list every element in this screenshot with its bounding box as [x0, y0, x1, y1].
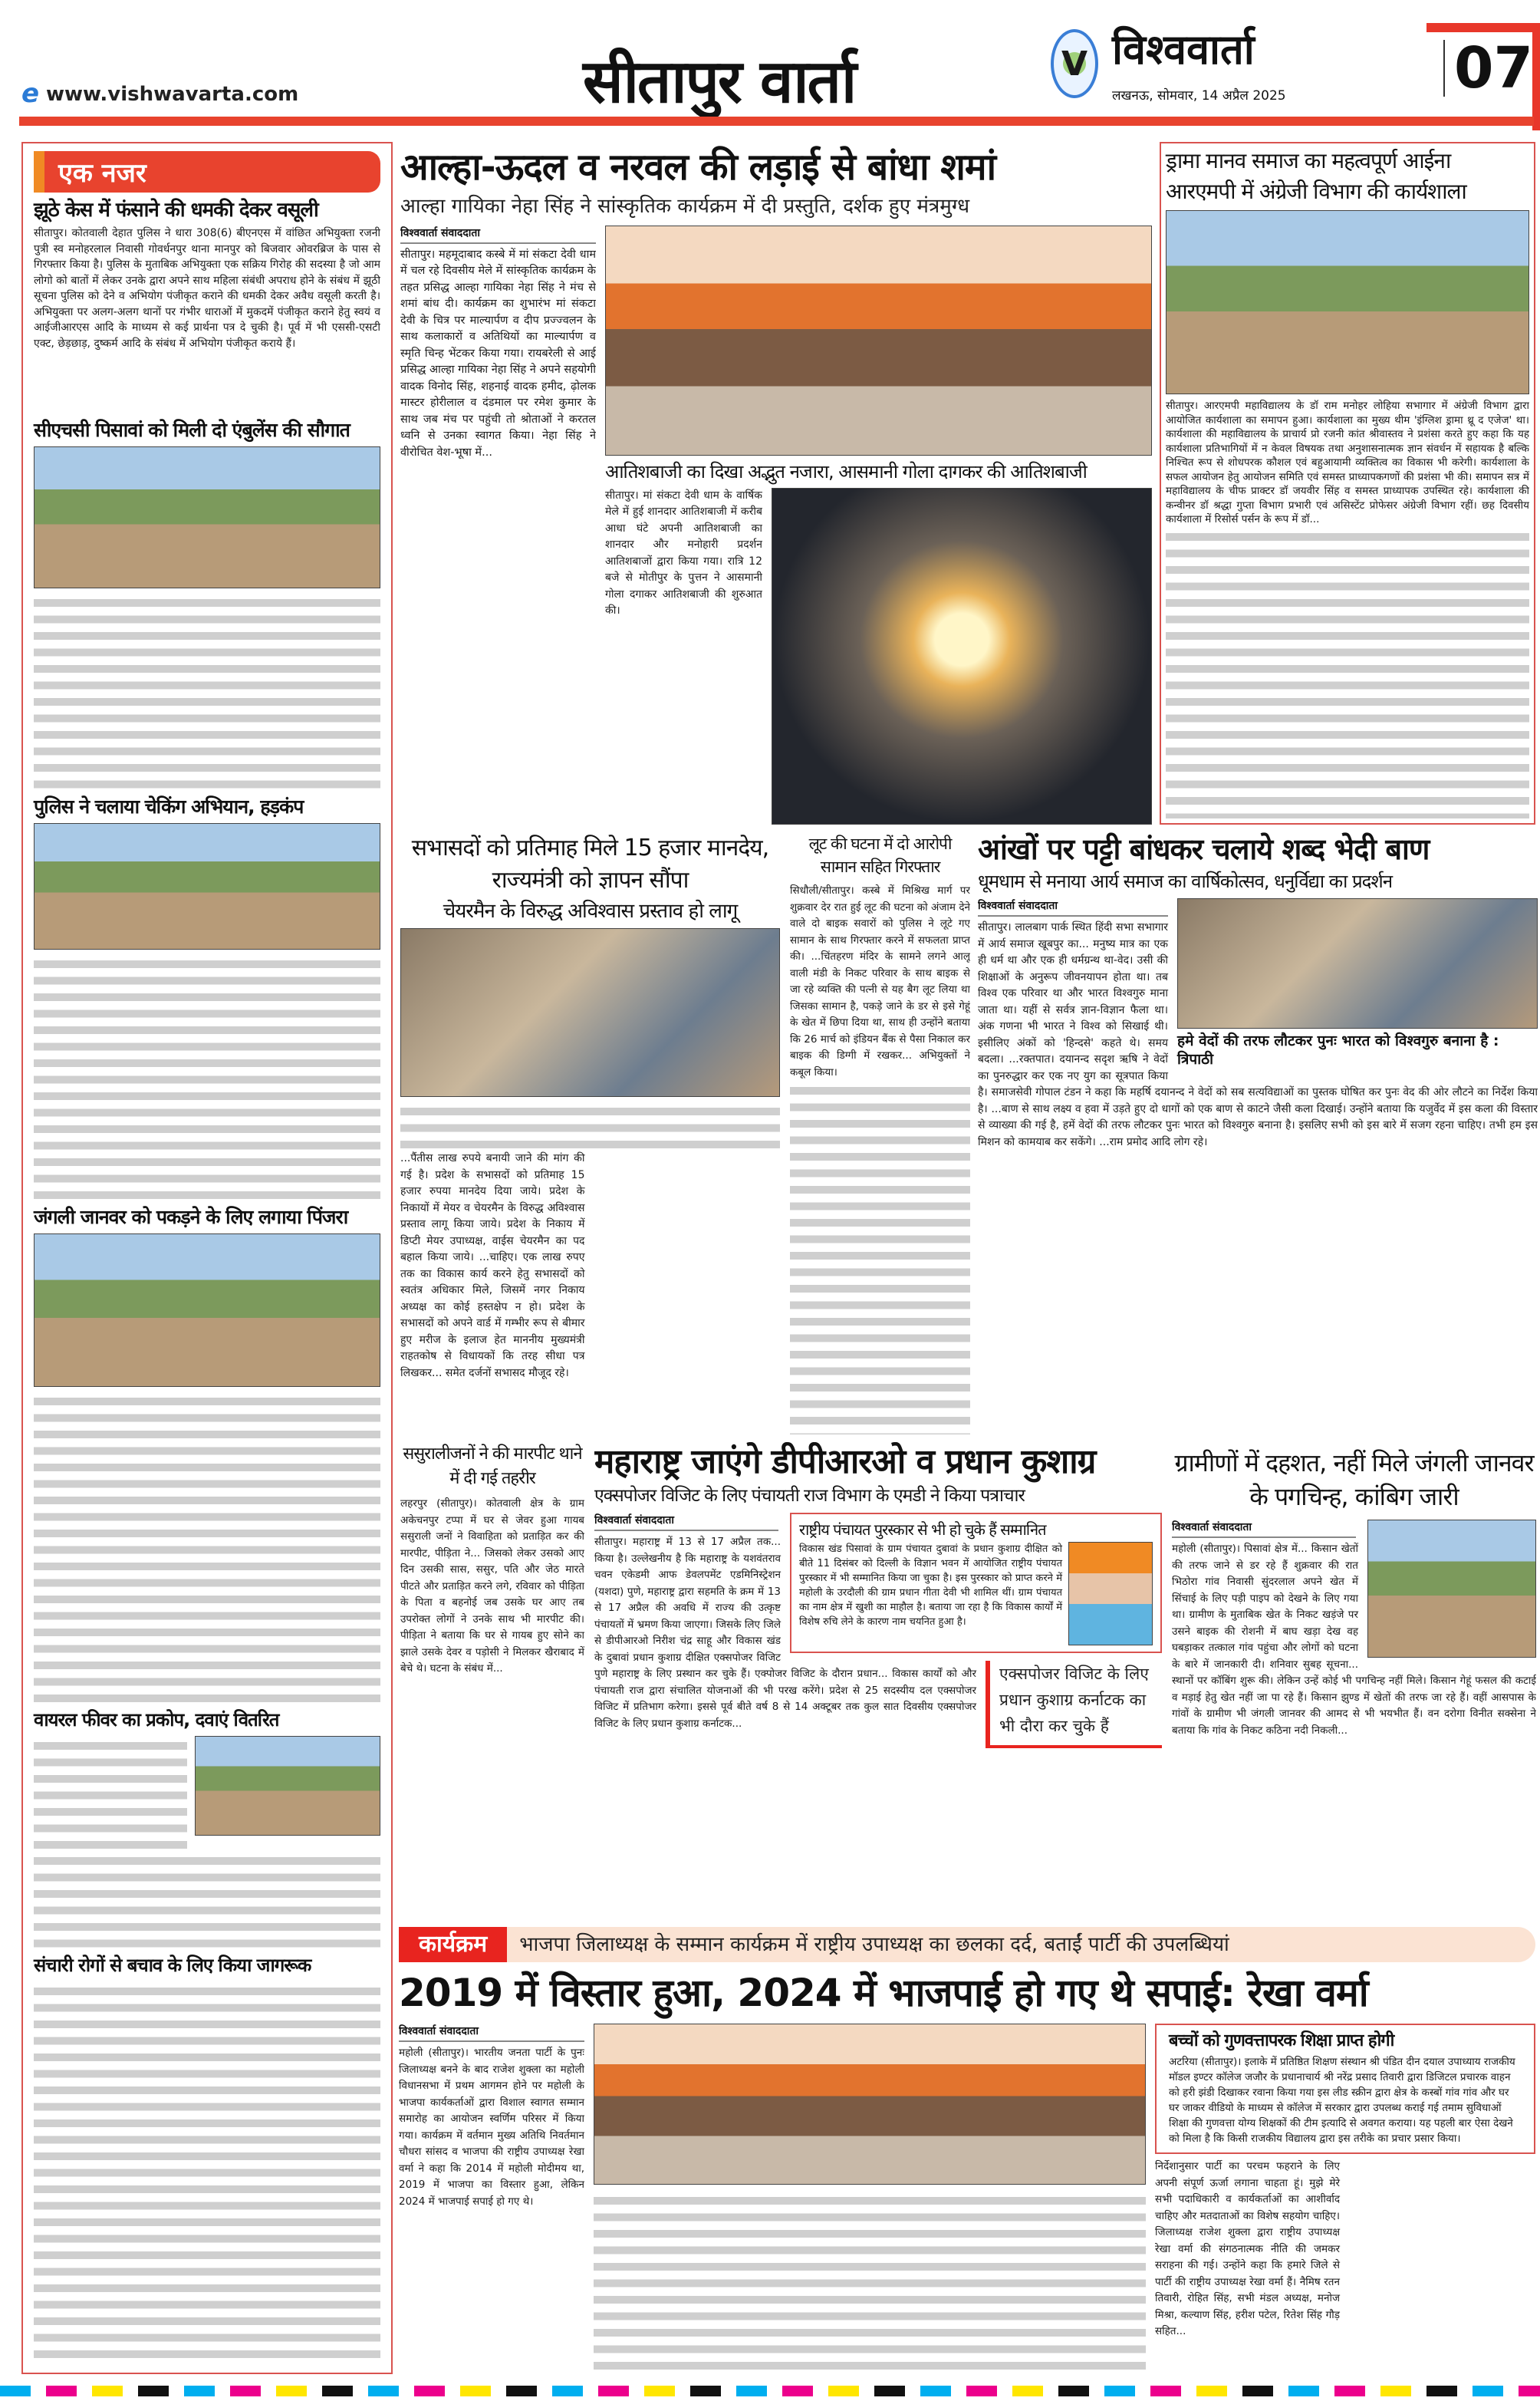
- brand-name: विश्ववार्ता: [1112, 25, 1255, 74]
- bjp-text-2: निर्देशानुसार पार्टी का परचम फहराने के लिए अपनी संपूर्ण ऊर्जा लगाना चाहता हूं। मुझे मेरे सभी पदाधिकारी व कार्यकर्ताओं का आशीर्वाद चाहिए और मतदाताओं का विशेष सहयोग चाहिए। जिलाध्यक्ष राजेश शुक्ला द्वारा राष्ट्रीय उपाध्यक्ष रेखा वर्मा की संगठनात्मक नीति की जमकर सराहना की गई। उन्होंने कहा कि हमारे जिले से पार्टी की राष्ट्रीय उपाध्यक्ष रेखा वर्मा हैं। नैमिष रतन तिवारी, रोहित सिंह, सभी मंडल अध्यक्ष, मनोज मिश्रा, कल्याण सिंह, हरीश पटेल, रितेश सिंह गौड़ सहित...: [1155, 2160, 1340, 2338]
- drama-headline: ड्रामा मानव समाज का महत्वपूर्ण आईना: [1166, 148, 1451, 173]
- story-headline: जंगली जानवर को पकड़ने के लिए लगाया पिंजरा: [34, 1206, 348, 1229]
- fireworks-photo: [772, 488, 1152, 825]
- color-registration-strip: [0, 2386, 1540, 2396]
- workshop-photo: [1166, 210, 1529, 394]
- left-column: [21, 142, 393, 2374]
- brand-logo-icon: V: [1051, 29, 1098, 98]
- arya-photo-caption: हमे वेदों की तरफ लौटकर पुनः भारत को विश्वगुरु बनाना है : त्रिपाठी: [1177, 1033, 1499, 1069]
- website-url[interactable]: e www.vishwavarta.com: [21, 78, 299, 109]
- maharashtra-headline: महाराष्ट्र जाएंगे डीपीआरओ व प्रधान कुशाग्र: [594, 1442, 1096, 1481]
- school-box: [1155, 2024, 1535, 2154]
- drama-text-continued: [1166, 527, 1529, 818]
- award-headline: राष्ट्रीय पंचायत पुरस्कार से भी हो चुके हैं सम्मानित: [799, 1520, 1046, 1540]
- lead-story: [400, 146, 1152, 825]
- program-text: भाजपा जिलाध्यक्ष के सम्मान कार्यक्रम में राष्ट्रीय उपाध्यक्ष का छलका दर्द, बताईं पार्टी की उपलब्धियां: [519, 1933, 1229, 1956]
- byline: विश्ववार्ता संवाददाता: [400, 226, 596, 244]
- story-headline: पुलिस ने चलाया चेकिंग अभियान, हड़कंप: [34, 795, 304, 818]
- ambulance-photo: [34, 446, 380, 588]
- pull-quote: एक्सपोजर विजिट के लिए प्रधान कुशाग्र कर्नाटक का भी दौरा कर चुके हैं: [986, 1661, 1162, 1748]
- police-checking-photo: [34, 823, 380, 950]
- story-text: सीतापुर। कोतवाली देहात पुलिस ने धारा 308(6) बीएनएस में वांछित अभियुक्ता रजनी पुत्री स्व मनोहरलाल निवासी गोवर्धनपुर थाना मानपुर को बिजवार ओवरब्रिज के पास से गिरफ्तार किया है। पुलिस के मुताबिक अभियुक्ता एक सक्रिय गिरोह की सदस्या है जो आम लोगो को बातों में लेकर उनके द्वारा अपने साथ महिला संबंधी अपराध होने के संबंध में झूठी सूचना पुलिस को देने व अभियोग पंजीकृत कराने की धमकी देकर अवैध वसूली करती है। अभियुक्ता पर अलग-अलग थानों पर गंभीर धाराओं में मुकदमें पंजीकृत कराने हेतु स्वयं व आईजीआरएस आदि के माध्यम से कई प्रार्थना पत्र दे चुकी है। पूर्व में भी एससी-एसटी एक्ट, छेड़छाड़, दुष्कर्म आदि के संबंध में अभियोग पंजीकृत कराये हैं।: [34, 227, 380, 350]
- arya-headline: आंखों पर पट्टी बांधकर चलाये शब्द भेदी बाण: [978, 832, 1430, 866]
- drama-text: सीतापुर। आरएमपी महाविद्यालय के डॉ राम मनोहर लोहिया सभागार में अंग्रेजी विभाग द्वारा आयोजित कार्यशाला का समापन हुआ। कार्यशाला का मुख्य थीम 'इंग्लिश ड्रामा थ्रू द एजेज' था। कार्यशाला की महाविद्यालय के प्राचार्य प्रो रजनी कांत श्रीवास्तव ने प्रशंसा करते हुए कहा कि यह कार्यशाला प्रतिभागियों में न केवल विषयक तथा अनुशासनात्मक ज्ञान संवर्धन में सहायक है बल्कि निश्चित रूप से शोधपरक कौशल एवं बहुआयामी व्यक्तित्व का विकास भी करेगी। कार्यशाला के सफल आयोजन हेतु आयोजन समिति एवं समस्त प्राध्यापकगणों की प्रशंसा भी की। समापन सत्र में महाविद्यालय के चीफ प्राक्टर डॉ जयवीर सिंह व समस्त प्राध्यापक उपस्थित रहे। कार्यशाला की कन्वीनर डॉ श्रद्धा गुप्ता विभाग प्रभारी एवं असिस्टेंट प्रोफेसर अंग्रेजी विभाग रहीं। छह दिवसीय कार्यशाला में रिसोर्स पर्सन के रूप में डॉ...: [1166, 400, 1529, 526]
- story-headline: झूठे केस में फंसाने की धमकी देकर वसूली: [34, 199, 318, 222]
- robbery-text-continued: [790, 1081, 970, 1434]
- bjp-section: [399, 1927, 1535, 2376]
- lead-headline: आल्हा-ऊदल व नरवल की लड़ाई से बांधा शमां: [400, 146, 996, 189]
- program-tag: कार्यक्रम: [399, 1927, 507, 1962]
- story-text: [34, 1981, 380, 2365]
- arya-text: सीतापुर। लालबाग पार्क स्थित हिंदी सभा सभागार में आर्य समाज खूबपुर का... मनुष्य मात्र का एक ही धर्म था और एक ही धर्मग्रन्थ था-वेद। उसी की शिक्षाओं के अनुरूप जीवनयापन होता था। तब विश्व एक परिवार था और भारत विश्वगुरु माना जाता था। यहीं से सर्वत्र ज्ञान-विज्ञान फैला था। अंक गणना भी भारत ने विश्व को सिखाई थी। इसीलिए अंकों को 'हिन्दसे' कहते थे। समय बदला। ...रक्तपात। दयानन्द सदृश ऋषि ने वेदों का पुनरुद्धार कर एक नए युग का सूत्रपात किया है। समाजसेवी गोपाल टंडन ने कहा कि महर्षि दयानन्द ने वेदों को सब सत्यविद्याओं का पुस्तक घोषित कर पुनः वेद की ओर लौटने का निर्देश किया है। ...बाण से साथ लक्ष्य व हवा में उड़ते हुए दो धागों को एक बाण से काटने जैसी कला दिखाई। उन्होंने बताया कि यजुर्वेद में इस कला की विस्तार से व्याख्या की गई है, हमें वेदों की तरफ लौटकर पुनः भारत को विश्वगुरु बनाना है। इसलिए सभी को इस बारे में सजग रहना चाहिए। तभी हम इस मिशन को कामयाब कर सकेंगे। ...राम प्रमोद आदि लोग रहे।: [978, 921, 1538, 1148]
- pradhan-portrait-photo: [1068, 1542, 1153, 1645]
- villagers-headline: ग्रामीणों में दहशत, नहीं मिले जंगली जानवर के पगचिन्ह, कांबिग जारी: [1174, 1448, 1534, 1511]
- story-text: [34, 593, 380, 791]
- story-text: [34, 954, 380, 1201]
- robbery-headline: लूट की घटना में दो आरोपी सामान सहित गिरफ्तार: [808, 835, 952, 876]
- bjp-felicitation-photo: [594, 2024, 1146, 2185]
- award-text: विकास खंड पिसावां के ग्राम पंचायत दुबावां के प्रधान कुशाग्र दीक्षित को बीते 11 दिसंबर को दिल्ली के विज्ञान भवन में आयोजित राष्ट्रीय पंचायत पुरस्कार में भी सम्मानित किया जा चुका है। इस पुरस्कार को प्राप्त करने में महोली के उरदौली की ग्राम प्रधान गीता देवी भी शामिल थीं। ग्राम पंचायत का नाम क्षेत्र में खुशी का माहौल है। बताया जा रहा है कि विकास कार्यों में विशेष रुचि लेने के कारण नाम चयनित हुआ है।: [799, 1543, 1062, 1629]
- story-text: [34, 1392, 380, 1704]
- councillors-headline: सभासदों को प्रतिमाह मिले 15 हजार मानदेय, राज्यमंत्री को ज्ञापन सौंपा: [411, 835, 769, 894]
- award-box: [790, 1513, 1162, 1653]
- school-headline: बच्चों को गुणवत्तापरक शिक्षा प्राप्त होगी: [1169, 2031, 1394, 2050]
- memorandum-photo: [400, 928, 780, 1097]
- arya-subheadline: धूमधाम से मनाया आर्य समाज का वार्षिकोत्सव, धनुर्विद्या का प्रदर्शन: [978, 870, 1393, 892]
- arya-story: [978, 832, 1538, 1438]
- lead-text: सीतापुर। महमूदाबाद कस्बे में मां संकटा देवी धाम में चल रहे दिवसीय मेले में सांस्कृतिक कार्यक्रम के तहत प्रसिद्ध आल्हा गायिका नेहा सिंह ने मंच से शमां बांध दी। कार्यक्रम का शुभारंभ मां संकटा देवी के चित्र पर माल्यार्पण व दीप प्रज्ज्वलन के साथ कलाकारों व अतिथियों का माल्यार्पण व स्मृति चिन्ह भेंटकर किया गया। रायबरेली से आई प्रसिद्ध आल्हा गायिका नेहा सिंह ने अपने सहयोगी वादक विनोद सिंह, शहनाई वादक हमीद, ढ़ोलक मास्टर होरीलाल व दंडमाल पर रमेश कुमार के साथ जब मंच पर पहुंची तो श्रोताओं ने करतल ध्वनि से उनका स्वागत किया। नेहा सिंह ने वीरोचित वेश-भूषा में...: [400, 248, 596, 459]
- bjp-headline: 2019 में विस्तार हुआ, 2024 में भाजपाई हो गए थे सपाई: रेखा वर्मा: [399, 1971, 1368, 2015]
- school-text: अटरिया (सीतापुर)। इलाके में प्रतिष्ठित शिक्षण संस्थान श्री पंडित दीन दयाल उपाध्याय राजकीय मॉडल इण्टर कॉलेज जजौर के प्रधानाचार्य श्री नरेंद्र प्रसाद तिवारी द्वारा डिजिटल प्रचारक वाहन को हरी झंडी दिखाकर रवाना किया गया इस लीड स्क्रीन द्वारा क्षेत्र के कस्बों गांव गांव और घर घर जाकर वीडियो के माध्यम से कॉलेज में सरकार द्वारा उपलब्ध कराई गई तमाम सुविधाओं शिक्षा की गुणवत्ता योग्य शिक्षकों की टीम इत्यादि से अवगत कराया। यह पहली बार ऐसा देखने को मिला है कि किसी राजकीय विद्यालय द्वारा इस तरीके का प्रचार प्रसार किया।: [1169, 2056, 1515, 2146]
- inlaws-story: [400, 1442, 584, 1922]
- masthead-divider: [19, 117, 1534, 126]
- page-number: 07: [1443, 40, 1533, 97]
- robbery-story: [790, 832, 970, 1434]
- councillors-text-intro: [400, 1102, 780, 1151]
- archery-photo: [1177, 898, 1538, 1029]
- alha-performance-photo: [605, 226, 1152, 456]
- byline: विश्ववार्ता संवाददाता: [1172, 1520, 1356, 1538]
- councillors-text: ...पैंतीस लाख रुपये बनायी जाने की मांग की गई है। प्रदेश के सभासदों को प्रतिमाह 15 हजार रुपया मानदेय दिया जाये। प्रदेश के निकायों में मेयर व चेयरमैन के विरुद्ध अविश्वास प्रस्ताव लागू किया जाये। प्रदेश के निकाय में डिप्टी मेयर उपाध्यक्ष, वाईस चेयरमैन का पद बहाल किया जाये। ...चाहिए। एक लाख रुपए तक का विकास कार्य करने हेतु सभासदों को स्वतंत्र अधिकार मिले, जिसमें नगर निकाय अध्यक्ष का कोई हस्तक्षेप न हो। प्रदेश के सभासदों को अपने वार्ड में गम्भीर रूप से बीमार हुए मरीज के इलाज हेत माननीय मुख्यमंत्री राहतकोष से विधायकों कि तरह सीधा पत्र लिखकर... समेत दर्जनों सभासद मौजूद रहे।: [400, 1152, 585, 1379]
- story-headline: संचारी रोगों से बचाव के लिए किया जागरूक: [34, 1954, 311, 1976]
- browser-e-icon: e: [21, 78, 40, 109]
- story-text: [34, 1851, 380, 1950]
- section-title: सीतापुर वार्ता: [583, 48, 856, 117]
- story-text: [34, 1736, 187, 1851]
- arya-figure: [1177, 898, 1538, 1069]
- bjp-text: महोली (सीतापुर)। भारतीय जनता पार्टी के पुनः जिलाध्यक्ष बनने के बाद राजेश शुक्ला का महोली विधानसभा में प्रथम आगमन होने पर महोली के भाजपा कार्यकर्ताओं द्वारा विशाल स्वागत सम्मान समारोह का आयोजन स्वर्णिम परिसर में किया गया। कार्यक्रम में वर्तमान मुख्य अतिथि निवर्तमान चौधरा सांसद व भाजपा की राष्ट्रीय उपाध्यक्ष रेखा वर्मा ने कहा कि 2014 में महोली मोदीमय था, 2019 में भाजपा का विस्तार हुआ, लेकिन 2024 में भाजपाई सपाई हो गए थे।: [399, 2047, 584, 2208]
- cage-photo: [34, 1233, 380, 1387]
- villagers-text: महोली (सीतापुर)। पिसावां क्षेत्र में... किसान खेतों की तरफ जाने से डर रहे हैं शुक्रवार की रात भिठोरा गांव निवासी सुंदरलाल अपने खेत में सिंचाई के लिए पड़ी पाइप को देखने के लिए गया था। ग्रामीण के मुताबिक खेत के निकट खड़ंजे पर उसने बाइक की रोशनी में बाघ खड़ा देख वह घबड़ाकर तत्काल गांव पहुंचा और लोगों को घटना के बारे में जानकारी दी। शनिवार सुबह सूचना... स्थानों पर कॉबिंग शुरू की। लेकिन उन्हें कोई भी पगचिन्ह नहीं मिले। किसान गेहूं फसल की कटाई व मड़ाई हेतु खेत नहीं जा पा रहे हैं। किसान झुण्ड में खेतों की तरफ जा रहे हैं। वहीं आसपास के गांवों के ग्रामीण भी जंगली जानवर की आमद से भी भयभीत हैं। वन दरोगा विनीत सक्सेना ने बताया कि गांव के निकट कठिना नदी निकली...: [1172, 1543, 1536, 1737]
- byline: विश्ववार्ता संवाददाता: [399, 2024, 584, 2042]
- dateline: लखनऊ, सोमवार, 14 अप्रैल 2025: [1112, 88, 1286, 104]
- councillors-subheadline: चेयरमैन के विरुद्ध अविश्वास प्रस्ताव हो लागू: [443, 900, 738, 923]
- inlaws-headline: ससुरालीजनों ने की मारपीट थाने में दी गई तहरीर: [403, 1444, 582, 1488]
- bjp-text-continued: [594, 2191, 1146, 2376]
- bjp-text-column: [399, 2024, 584, 2376]
- councillors-story: [400, 832, 780, 1434]
- program-bar: [399, 1927, 1535, 1962]
- fireworks-text: सीतापुर। मां संकटा देवी धाम के वार्षिक मेले में हुई शानदार आतिशबाजी में करीब आधा घंटे अपनी आतिशबाजी का शानदार और मनोहारी प्रदर्शन आतिशबाजों द्वारा किया गया। रात्रि 12 बजे से मोतीपुर के पुत्तन ने आसमानी गोला दगाकर आतिशबाजी की शुरुआत की।: [605, 489, 762, 618]
- drama-subheadline: आरएमपी में अंग्रेजी विभाग की कार्यशाला: [1166, 178, 1466, 204]
- byline: विश्ववार्ता संवाददाता: [978, 898, 1168, 917]
- villagers-story: [1172, 1446, 1536, 1922]
- medicine-distribution-photo: [195, 1736, 380, 1836]
- story-headline: वायरल फीवर का प्रकोप, दवाएं वितरित: [34, 1709, 279, 1731]
- inlaws-text: लहरपुर (सीतापुर)। कोतवाली क्षेत्र के ग्राम अकेचनपुर टप्पा में घर से जेवर हुआ गायब ससुराली जनों ने विवाहिता को प्रताड़ित कर की मारपीट, पीड़िता ने... जिसको लेकर उसको आए दिन उसकी सास, ससुर, पति और जेठ मारते पीटते और प्रताड़ित करने लगे, रविवार को पीड़िता के पिता व बहनोई जब उसके घर आए तब उपरोक्त लोगों ने उनके साथ भी मारपीट की। पीड़िता ने बताया कि घर से गायब हुए सोने का झाले उसके देवर व पड़ोसी ने मिलकर खैराबाद में बेचे थे। घटना के संबंध में...: [400, 1497, 584, 1675]
- forest-team-photo: [1367, 1520, 1536, 1658]
- story-headline: सीएचसी पिसावां को मिली दो एंबुलेंस की सौगात: [34, 419, 350, 442]
- drama-story-box: [1160, 142, 1535, 825]
- maharashtra-story: [594, 1442, 1162, 1922]
- ek-nazar-ribbon: एक नजर: [34, 151, 380, 193]
- maharashtra-subheadline: एक्सपोजर विजिट के लिए पंचायती राज विभाग के एमडी ने किया पत्राचार: [594, 1485, 1025, 1506]
- lead-subheadline: आल्हा गायिका नेहा सिंह ने सांस्कृतिक कार्यक्रम में दी प्रस्तुति, दर्शक हुए मंत्रमुग्ध: [400, 194, 970, 218]
- lead-text-column: [400, 226, 596, 825]
- maharashtra-text: सीतापुर। महाराष्ट्र में 13 से 17 अप्रैल तक... किया है। उल्लेखनीय है कि महाराष्ट्र के यशवंतराव चवन एकेडमी आफ डेवलपमेंट एडमिनिस्ट्रेशन (यशदा) पुणे, महाराष्ट्र द्वारा सहमति के क्रम में 13 से 17 अप्रैल की अवधि में राज्य की उत्कृष्ट पंचायतों में भ्रमण किया जाएगा। जिसके लिए जिले से डीपीआरओ निरीश चंद्र साहू और विकास खंड के दुबावां प्रधान कुशाग्र दीक्षित एक्सपोजर विजिट पुणे महाराष्ट्र के लिए प्रस्थान कर चुके हैं। एक्पोजर विजिट के दौरान प्रधान... विकास कार्यों को और पंचायती राज द्वारा संचालित योजनाओं की भी परख करेंगे। प्रदेश से 25 सदस्यीय दल एक्सपोजर विजिट में प्रतिभाग करेगा। इससे पूर्व बीते वर्ष 8 से 14 अक्टूबर तक कुल सात दिवसीय एक्सपोजर विजिट के लिए प्रधान कुशाग्र कर्नाटक...: [594, 1536, 976, 1730]
- fireworks-headline: आतिशबाजी का दिखा अद्भुत नजारा, आसमानी गोला दागकर की आतिशबाजी: [605, 460, 1087, 483]
- robbery-text: सिधौली/सीतापुर। कस्बे में मिश्रिख मार्ग पर शुक्रवार देर रात हुई लूट की घटना को अंजाम देने वाले दो बाइक सवारों को पुलिस ने लूटे गए सामान के साथ गिरफ्तार करने में सफलता प्राप्त की। ...चिंतहरण मंदिर के सामने लगने आलू वाली मंडी के निकट परिवार के साथ बाइक से जा रहे व्यक्ति की पत्नी से यह बैग लूट लिया था जिसका सामान है, पकड़े जाने के डर से इसे गेहूं के खेत में छिपा दिया था, साथ ही उन्होंने बताया कि 26 मार्च को इंडियन बैंक से पैसा निकाल कर बाइक की डिग्गी में रखकर... अभियुक्तों ने कबूल किया।: [790, 884, 970, 1079]
- byline: विश्ववार्ता संवाददाता: [594, 1513, 778, 1531]
